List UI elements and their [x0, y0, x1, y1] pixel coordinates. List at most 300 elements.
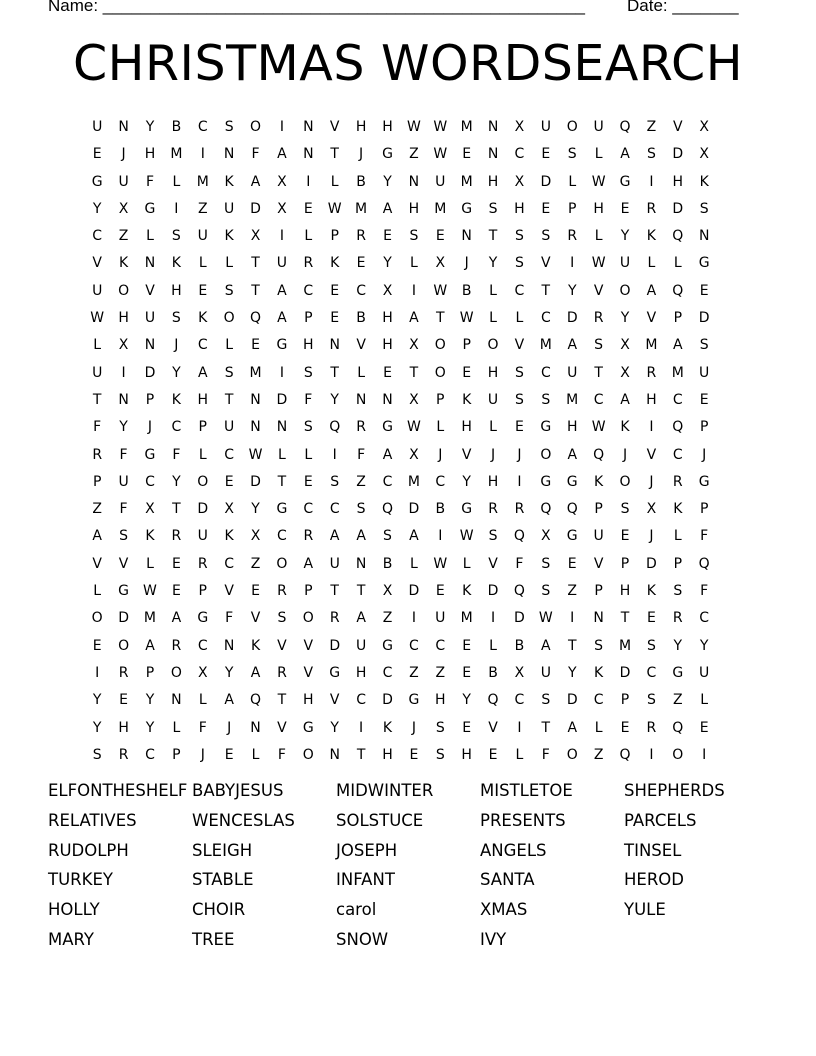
grid-letter[interactable]: E	[620, 200, 630, 217]
grid-letter[interactable]: J	[517, 446, 522, 463]
grid-letter[interactable]: G	[118, 583, 130, 600]
grid-letter[interactable]: A	[224, 692, 234, 709]
grid-letter[interactable]: S	[646, 637, 656, 654]
grid-letter[interactable]: K	[462, 391, 472, 408]
grid-letter[interactable]: N	[118, 391, 129, 408]
grid-letter[interactable]: W	[406, 119, 421, 135]
grid-letter[interactable]: D	[197, 501, 209, 518]
grid-letter[interactable]: D	[566, 692, 578, 709]
grid-letter[interactable]: O	[619, 282, 631, 299]
grid-letter[interactable]: U	[593, 119, 604, 135]
grid-letter[interactable]: K	[594, 473, 604, 490]
grid-letter[interactable]: H	[487, 173, 499, 190]
grid-letter[interactable]: U	[197, 528, 208, 545]
grid-letter[interactable]: G	[698, 255, 710, 272]
grid-letter[interactable]: X	[382, 282, 393, 299]
grid-letter[interactable]: I	[121, 364, 126, 381]
grid-letter[interactable]: W	[433, 555, 448, 572]
grid-letter[interactable]: R	[92, 446, 103, 463]
grid-letter[interactable]: Q	[381, 501, 393, 518]
grid-letter[interactable]: D	[672, 200, 684, 217]
grid-letter[interactable]: K	[171, 391, 181, 408]
grid-letter[interactable]: O	[619, 473, 631, 490]
grid-letter[interactable]: Q	[619, 119, 631, 135]
grid-letter[interactable]: H	[382, 746, 393, 763]
grid-letter[interactable]: E	[92, 637, 102, 654]
grid-letter[interactable]: T	[620, 610, 630, 627]
grid-letter[interactable]: S	[303, 364, 313, 381]
grid-letter[interactable]: O	[434, 337, 446, 354]
grid-letter[interactable]: N	[408, 173, 420, 190]
grid-letter[interactable]: D	[408, 583, 420, 600]
grid-letter[interactable]: Y	[251, 501, 260, 518]
grid-letter[interactable]: D	[250, 200, 261, 217]
grid-letter[interactable]: L	[330, 173, 339, 190]
grid-letter[interactable]: H	[646, 391, 657, 408]
grid-letter[interactable]: U	[567, 364, 578, 381]
grid-letter[interactable]: H	[118, 310, 129, 327]
grid-letter[interactable]: A	[620, 391, 630, 408]
grid-letter[interactable]: W	[90, 310, 105, 327]
grid-letter[interactable]: P	[145, 391, 155, 408]
grid-letter[interactable]: K	[224, 228, 234, 245]
grid-letter[interactable]: M	[355, 200, 368, 217]
grid-letter[interactable]: H	[672, 173, 684, 190]
grid-letter[interactable]: M	[566, 391, 579, 408]
grid-letter[interactable]: A	[646, 282, 657, 299]
grid-letter[interactable]: H	[303, 692, 314, 709]
grid-letter[interactable]: V	[303, 664, 314, 681]
grid-letter[interactable]: C	[593, 692, 604, 709]
grid-letter[interactable]: W	[248, 446, 263, 463]
grid-letter[interactable]: I	[702, 746, 707, 763]
grid-letter[interactable]: D	[646, 555, 657, 572]
grid-letter[interactable]: N	[144, 337, 156, 354]
grid-letter[interactable]: A	[620, 146, 630, 163]
grid-letter[interactable]: R	[646, 364, 657, 381]
grid-letter[interactable]: R	[118, 664, 129, 681]
grid-letter[interactable]: I	[411, 610, 416, 627]
grid-letter[interactable]: P	[594, 501, 603, 518]
grid-letter[interactable]: W	[459, 310, 474, 327]
grid-letter[interactable]: G	[197, 610, 209, 627]
grid-letter[interactable]: Y	[330, 719, 339, 736]
grid-letter[interactable]: H	[382, 310, 393, 327]
grid-letter[interactable]: U	[699, 364, 710, 381]
grid-letter[interactable]: Q	[698, 555, 710, 572]
grid-letter[interactable]: O	[566, 746, 578, 763]
grid-letter[interactable]: R	[488, 501, 498, 518]
grid-letter[interactable]: Y	[224, 664, 234, 681]
grid-letter[interactable]: S	[383, 528, 392, 545]
grid-letter[interactable]: E	[224, 473, 234, 490]
grid-letter[interactable]: H	[593, 200, 604, 217]
grid-letter[interactable]: E	[330, 310, 340, 327]
grid-letter[interactable]: V	[250, 610, 261, 627]
grid-letter[interactable]: H	[566, 419, 578, 436]
grid-letter[interactable]: P	[673, 310, 683, 327]
grid-letter[interactable]: U	[435, 173, 446, 190]
grid-letter[interactable]: S	[303, 419, 313, 436]
grid-letter[interactable]: P	[620, 555, 630, 572]
grid-letter[interactable]: A	[567, 719, 578, 736]
grid-letter[interactable]: I	[411, 282, 416, 299]
grid-letter[interactable]: W	[538, 610, 553, 627]
grid-letter[interactable]: U	[593, 528, 604, 545]
grid-letter[interactable]: L	[409, 555, 418, 572]
grid-letter[interactable]: M	[460, 173, 473, 190]
grid-letter[interactable]: V	[646, 446, 657, 463]
grid-letter[interactable]: V	[541, 255, 551, 272]
grid-letter[interactable]: M	[249, 364, 262, 381]
grid-letter[interactable]: S	[541, 692, 551, 709]
grid-letter[interactable]: X	[409, 446, 419, 463]
grid-letter[interactable]: U	[92, 282, 103, 299]
grid-letter[interactable]: F	[93, 419, 102, 436]
grid-letter[interactable]: U	[699, 664, 710, 681]
grid-letter[interactable]: Z	[409, 664, 419, 681]
grid-letter[interactable]: E	[171, 555, 181, 572]
grid-letter[interactable]: G	[382, 419, 393, 436]
grid-letter[interactable]: N	[276, 419, 288, 436]
grid-letter[interactable]: U	[619, 255, 631, 272]
grid-letter[interactable]: G	[566, 528, 578, 545]
grid-letter[interactable]: C	[646, 664, 657, 681]
grid-letter[interactable]: L	[594, 146, 603, 163]
grid-letter[interactable]: S	[515, 228, 524, 245]
grid-letter[interactable]: E	[699, 719, 709, 736]
grid-letter[interactable]: N	[303, 119, 314, 135]
grid-letter[interactable]: V	[329, 119, 340, 135]
grid-letter[interactable]: E	[462, 719, 472, 736]
grid-letter[interactable]: W	[433, 146, 448, 163]
grid-letter[interactable]: A	[356, 528, 366, 545]
grid-letter[interactable]: O	[302, 746, 314, 763]
grid-letter[interactable]: X	[620, 364, 630, 381]
grid-letter[interactable]: U	[540, 119, 551, 135]
grid-letter[interactable]: R	[197, 555, 208, 572]
grid-letter[interactable]: H	[435, 692, 446, 709]
grid-letter[interactable]: E	[171, 583, 181, 600]
grid-letter[interactable]: U	[540, 664, 551, 681]
grid-letter[interactable]: C	[514, 692, 525, 709]
grid-letter[interactable]: S	[330, 473, 340, 490]
grid-letter[interactable]: C	[382, 473, 393, 490]
grid-letter[interactable]: V	[92, 255, 102, 272]
grid-letter[interactable]: H	[461, 419, 472, 436]
grid-letter[interactable]: P	[330, 228, 339, 245]
grid-letter[interactable]: S	[435, 719, 445, 736]
grid-letter[interactable]: L	[594, 228, 603, 245]
grid-letter[interactable]: E	[383, 228, 392, 245]
grid-letter[interactable]: A	[92, 528, 102, 545]
grid-letter[interactable]: H	[619, 583, 631, 600]
grid-letter[interactable]: N	[698, 228, 710, 245]
grid-letter[interactable]: H	[514, 200, 525, 217]
grid-letter[interactable]: P	[620, 692, 630, 709]
grid-letter[interactable]: S	[277, 610, 287, 627]
grid-letter[interactable]: M	[407, 473, 420, 490]
grid-letter[interactable]: Q	[672, 228, 684, 245]
grid-letter[interactable]: N	[250, 719, 261, 736]
grid-letter[interactable]: U	[487, 391, 499, 408]
grid-letter[interactable]: V	[277, 719, 287, 736]
grid-letter[interactable]: W	[327, 200, 342, 217]
grid-letter[interactable]: B	[382, 555, 393, 572]
grid-letter[interactable]: V	[92, 555, 102, 572]
grid-letter[interactable]: V	[145, 282, 155, 299]
grid-letter[interactable]: T	[277, 473, 287, 490]
grid-letter[interactable]: A	[409, 528, 419, 545]
grid-letter[interactable]: N	[461, 228, 472, 245]
grid-letter[interactable]: S	[594, 637, 604, 654]
grid-letter[interactable]: A	[409, 310, 419, 327]
grid-letter[interactable]: D	[382, 692, 393, 709]
grid-letter[interactable]: A	[356, 610, 366, 627]
grid-letter[interactable]: Q	[619, 746, 631, 763]
grid-letter[interactable]: Y	[488, 255, 498, 272]
grid-letter[interactable]: N	[171, 692, 182, 709]
grid-letter[interactable]: E	[198, 282, 208, 299]
grid-letter[interactable]: Q	[540, 501, 552, 518]
grid-letter[interactable]: K	[250, 637, 261, 654]
grid-letter[interactable]: T	[567, 637, 577, 654]
grid-letter[interactable]: G	[540, 473, 552, 490]
grid-letter[interactable]: L	[673, 255, 682, 272]
grid-letter[interactable]: A	[567, 337, 578, 354]
grid-letter[interactable]: L	[515, 310, 524, 327]
grid-letter[interactable]: T	[435, 310, 445, 327]
grid-letter[interactable]: L	[146, 228, 154, 245]
grid-letter[interactable]: I	[200, 146, 205, 163]
grid-letter[interactable]: X	[145, 501, 155, 518]
grid-letter[interactable]: U	[118, 473, 129, 490]
grid-letter[interactable]: V	[673, 119, 683, 135]
grid-letter[interactable]: U	[224, 200, 235, 217]
grid-letter[interactable]: U	[435, 610, 446, 627]
grid-letter[interactable]: S	[409, 228, 419, 245]
grid-letter[interactable]: P	[462, 337, 471, 354]
grid-letter[interactable]: J	[174, 337, 179, 354]
grid-letter[interactable]: A	[567, 446, 578, 463]
grid-letter[interactable]: K	[171, 255, 181, 272]
grid-letter[interactable]: E	[541, 200, 551, 217]
grid-letter[interactable]: I	[332, 446, 337, 463]
grid-letter[interactable]: P	[568, 200, 577, 217]
grid-letter[interactable]: O	[118, 282, 130, 299]
grid-letter[interactable]: C	[145, 746, 155, 763]
grid-letter[interactable]: G	[408, 692, 420, 709]
grid-letter[interactable]: E	[435, 228, 445, 245]
grid-letter[interactable]: G	[566, 473, 578, 490]
grid-letter[interactable]: E	[567, 555, 577, 572]
grid-letter[interactable]: P	[92, 473, 102, 490]
grid-letter[interactable]: N	[223, 637, 235, 654]
grid-letter[interactable]: Y	[172, 473, 181, 490]
grid-letter[interactable]: A	[171, 610, 182, 627]
grid-letter[interactable]: T	[356, 583, 366, 600]
grid-letter[interactable]: U	[144, 310, 156, 327]
grid-letter[interactable]: A	[382, 200, 393, 217]
grid-letter[interactable]: M	[196, 173, 209, 190]
grid-letter[interactable]: X	[514, 664, 525, 681]
grid-letter[interactable]: W	[591, 173, 606, 190]
grid-letter[interactable]: F	[541, 746, 550, 763]
grid-letter[interactable]: A	[541, 637, 551, 654]
grid-letter[interactable]: O	[118, 637, 130, 654]
grid-letter[interactable]: J	[464, 255, 469, 272]
grid-letter[interactable]: N	[593, 610, 604, 627]
grid-letter[interactable]: O	[672, 746, 684, 763]
grid-letter[interactable]: C	[145, 473, 155, 490]
grid-letter[interactable]: X	[277, 173, 287, 190]
grid-letter[interactable]: L	[198, 446, 207, 463]
grid-letter[interactable]: U	[276, 255, 288, 272]
grid-letter[interactable]: S	[171, 310, 181, 327]
grid-letter[interactable]: X	[382, 583, 393, 600]
grid-letter[interactable]: N	[118, 119, 129, 135]
grid-letter[interactable]: B	[356, 310, 366, 327]
grid-letter[interactable]: E	[303, 473, 313, 490]
grid-letter[interactable]: I	[517, 719, 522, 736]
grid-letter[interactable]: L	[357, 364, 365, 381]
grid-letter[interactable]: V	[593, 282, 604, 299]
grid-letter[interactable]: O	[276, 555, 288, 572]
grid-letter[interactable]: J	[227, 719, 232, 736]
grid-letter[interactable]: I	[570, 255, 575, 272]
grid-letter[interactable]: C	[593, 391, 604, 408]
grid-letter[interactable]: S	[646, 146, 656, 163]
grid-letter[interactable]: E	[356, 255, 366, 272]
grid-letter[interactable]: C	[435, 473, 446, 490]
grid-letter[interactable]: N	[250, 419, 261, 436]
grid-letter[interactable]: B	[488, 664, 498, 681]
grid-letter[interactable]: T	[224, 391, 234, 408]
grid-letter[interactable]: O	[434, 364, 446, 381]
grid-letter[interactable]: I	[306, 173, 311, 190]
grid-letter[interactable]: C	[224, 446, 235, 463]
grid-letter[interactable]: K	[224, 173, 234, 190]
grid-letter[interactable]: B	[514, 637, 525, 654]
grid-letter[interactable]: T	[277, 692, 287, 709]
grid-letter[interactable]: V	[593, 555, 604, 572]
grid-letter[interactable]: N	[250, 391, 261, 408]
grid-letter[interactable]: W	[143, 583, 157, 600]
grid-letter[interactable]: P	[198, 583, 207, 600]
grid-letter[interactable]: O	[250, 119, 262, 135]
grid-letter[interactable]: S	[541, 555, 551, 572]
grid-letter[interactable]: A	[197, 364, 208, 381]
grid-letter[interactable]: M	[460, 610, 473, 627]
grid-letter[interactable]: Y	[330, 391, 339, 408]
grid-letter[interactable]: D	[276, 391, 288, 408]
grid-letter[interactable]: O	[566, 119, 578, 135]
grid-letter[interactable]: H	[355, 664, 367, 681]
grid-letter[interactable]: X	[409, 337, 419, 354]
grid-letter[interactable]: L	[568, 173, 577, 190]
grid-letter[interactable]: G	[276, 337, 288, 354]
grid-letter[interactable]: S	[699, 337, 709, 354]
grid-letter[interactable]: T	[251, 282, 260, 299]
grid-letter[interactable]: V	[329, 692, 340, 709]
grid-letter[interactable]: L	[462, 555, 471, 572]
grid-letter[interactable]: L	[673, 528, 682, 545]
grid-letter[interactable]: X	[620, 337, 630, 354]
grid-letter[interactable]: U	[224, 419, 235, 436]
grid-letter[interactable]: A	[277, 146, 287, 163]
grid-letter[interactable]: T	[541, 282, 551, 299]
grid-letter[interactable]: L	[489, 419, 497, 436]
grid-letter[interactable]: G	[329, 664, 341, 681]
grid-letter[interactable]: O	[197, 473, 209, 490]
grid-letter[interactable]: Y	[620, 228, 630, 245]
grid-letter[interactable]: B	[461, 282, 472, 299]
grid-letter[interactable]: I	[174, 200, 179, 217]
grid-letter[interactable]: I	[649, 746, 654, 763]
grid-letter[interactable]: D	[619, 664, 631, 681]
grid-letter[interactable]: S	[515, 255, 524, 272]
grid-letter[interactable]: L	[700, 692, 709, 709]
grid-letter[interactable]: L	[489, 637, 497, 654]
grid-letter[interactable]: H	[461, 746, 472, 763]
grid-letter[interactable]: Z	[92, 501, 102, 518]
grid-letter[interactable]: N	[355, 391, 367, 408]
grid-letter[interactable]: M	[539, 337, 552, 354]
grid-letter[interactable]: N	[329, 337, 340, 354]
grid-letter[interactable]: D	[540, 173, 552, 190]
grid-letter[interactable]: G	[461, 501, 473, 518]
grid-letter[interactable]: J	[200, 746, 205, 763]
grid-letter[interactable]: G	[540, 419, 552, 436]
grid-letter[interactable]: Z	[672, 692, 683, 709]
grid-letter[interactable]: H	[171, 282, 182, 299]
grid-letter[interactable]: I	[490, 610, 496, 627]
grid-letter[interactable]: Y	[92, 719, 102, 736]
grid-letter[interactable]: D	[408, 501, 420, 518]
grid-letter[interactable]: X	[118, 200, 129, 217]
grid-letter[interactable]: J	[359, 146, 364, 163]
grid-letter[interactable]: T	[330, 583, 339, 600]
grid-letter[interactable]: M	[434, 200, 447, 217]
grid-letter[interactable]: V	[224, 583, 234, 600]
grid-letter[interactable]: C	[540, 310, 551, 327]
grid-letter[interactable]: S	[224, 282, 234, 299]
grid-letter[interactable]: Y	[145, 692, 155, 709]
grid-letter[interactable]: N	[487, 119, 499, 135]
grid-letter[interactable]: C	[672, 446, 683, 463]
grid-letter[interactable]: X	[224, 501, 234, 518]
grid-letter[interactable]: D	[250, 473, 261, 490]
grid-letter[interactable]: L	[225, 337, 234, 354]
grid-letter[interactable]: C	[303, 501, 314, 518]
grid-letter[interactable]: J	[702, 446, 707, 463]
grid-letter[interactable]: S	[673, 583, 683, 600]
grid-letter[interactable]: P	[699, 419, 709, 436]
grid-letter[interactable]: D	[329, 637, 341, 654]
grid-letter[interactable]: G	[276, 501, 288, 518]
grid-letter[interactable]: V	[461, 446, 472, 463]
grid-letter[interactable]: E	[251, 583, 260, 600]
grid-letter[interactable]: L	[436, 419, 445, 436]
grid-letter[interactable]: E	[383, 364, 392, 381]
grid-letter[interactable]: E	[303, 200, 313, 217]
grid-letter[interactable]: S	[541, 391, 551, 408]
grid-letter[interactable]: L	[172, 719, 181, 736]
grid-letter[interactable]: T	[330, 146, 339, 163]
grid-letter[interactable]: C	[197, 637, 208, 654]
grid-letter[interactable]: K	[224, 528, 234, 545]
grid-letter[interactable]: L	[409, 255, 418, 272]
